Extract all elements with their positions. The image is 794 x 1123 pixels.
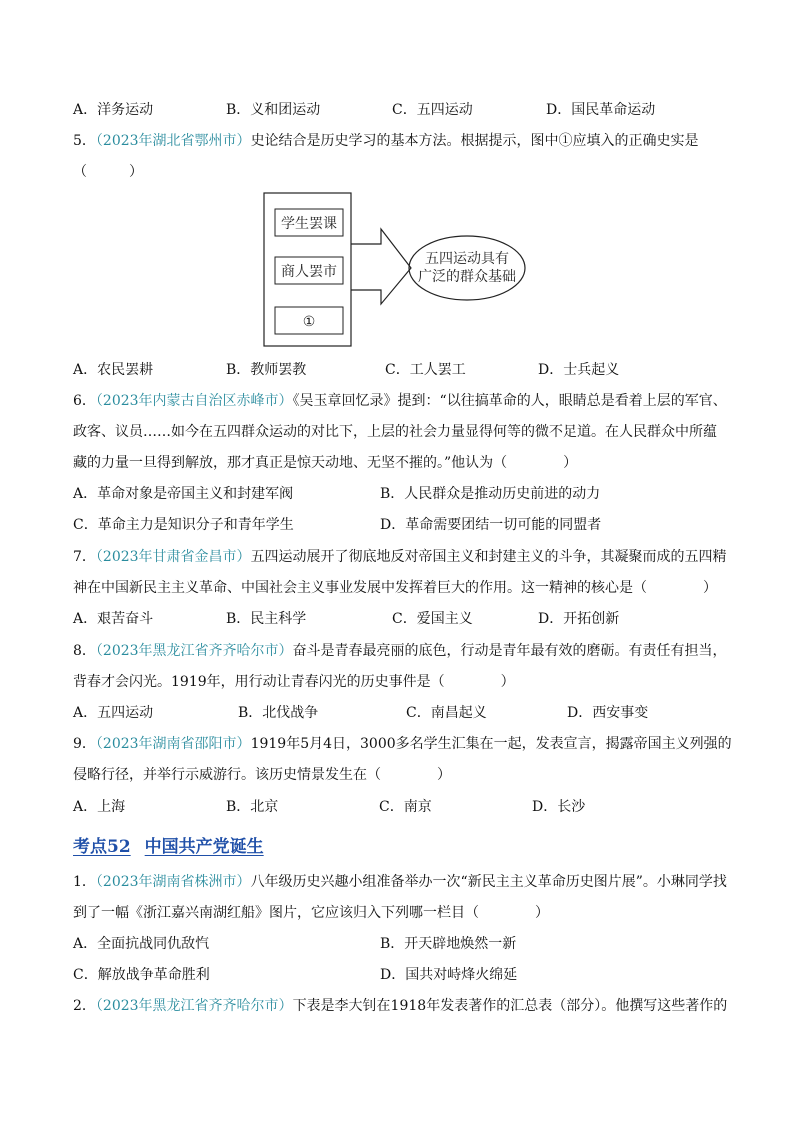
q8-line1: [73, 641, 727, 661]
q5-stem: [73, 131, 699, 151]
q6-option-b[interactable]: B．人民群众是推动历史前进的动力: [380, 486, 601, 502]
q7-option-a[interactable]: A．艰苦奋斗: [73, 611, 154, 627]
s1-option-d[interactable]: D．国共对峙烽火绵延: [380, 967, 518, 983]
diagram-conclusion-ellipse: [409, 236, 525, 300]
diagram-box-blank-label: ①: [302, 314, 316, 330]
q9-line2: 侵略行径，并举行示威游行。该历史情景发生在（ ）: [73, 767, 451, 783]
q8-source: （2023年黑龙江省齐齐哈尔市）: [95, 643, 293, 659]
q4-option-a[interactable]: A．洋务运动: [73, 102, 154, 118]
s2-number: 2．: [73, 998, 96, 1014]
s2-line1-text: 下表是李大钊在1918年发表著作的汇总表（部分）。他撰写这些著作的: [292, 998, 728, 1014]
q8-option-d[interactable]: D．西安事变: [567, 705, 649, 721]
diagram-box-students-label: 学生罢课: [281, 216, 337, 232]
diagram-box-merchants-label: 商人罢市: [281, 264, 337, 280]
q4-option-b[interactable]: B．义和团运动: [226, 102, 321, 118]
q5-option-b[interactable]: B．教师罢教: [226, 362, 307, 378]
q5-stem-text: 史论结合是历史学习的基本方法。根据提示，图中①应填入的正确史实是: [250, 133, 699, 149]
s1-line1-text: 八年级历史兴趣小组准备举办一次“新民主主义革命历史图片展”。小琳同学找: [250, 874, 727, 890]
section-label: 考点52: [73, 837, 131, 857]
q9-line1-text: 1919年5月4日，3000多名学生汇集在一起，发表宣言，揭露帝国主义列强的: [250, 736, 732, 752]
q7-option-c[interactable]: C．爱国主义: [392, 611, 473, 627]
q7-option-d[interactable]: D．开拓创新: [538, 611, 620, 627]
q9-option-c[interactable]: C．南京: [379, 799, 432, 815]
q6-line1-text: 《吴玉章回忆录》提到：“以往搞革命的人，眼睛总是看着上层的军官、: [292, 393, 727, 409]
s2-line1: [73, 996, 727, 1016]
s1-number: 1．: [73, 874, 96, 890]
q8-option-a[interactable]: A．五四运动: [73, 705, 154, 721]
q5-source: （2023年湖北省鄂州市）: [95, 133, 251, 149]
q6-line1: [73, 391, 727, 411]
q9-line1: [73, 734, 732, 754]
q6-option-d[interactable]: D．革命需要团结一切可能的同盟者: [380, 517, 602, 533]
s1-line2: 到了一幅《浙江嘉兴南湖红船》图片，它应该归入下列哪一栏目（ ）: [73, 905, 549, 921]
q8-option-c[interactable]: C．南昌起义: [406, 705, 487, 721]
q9-option-d[interactable]: D．长沙: [532, 799, 586, 815]
s1-source: （2023年湖南省株洲市）: [95, 874, 251, 890]
q6-line2: 政客、议员……如今在五四群众运动的对比下，上层的社会力量显得何等的微不足道。在人民群众中所蕴: [73, 424, 717, 440]
q6-option-c[interactable]: C．革命主力是知识分子和青年学生: [73, 517, 294, 533]
q7-line1-text: 五四运动展开了彻底地反对帝国主义和封建主义的斗争，其凝聚而成的五四精: [250, 549, 727, 565]
s1-option-b[interactable]: B．开天辟地焕然一新: [380, 936, 517, 952]
q8-line2: 背春才会闪光。1919年，用行动让青春闪光的历史事件是（ ）: [73, 674, 515, 690]
q6-line3: 藏的力量一旦得到解放，那才真正是惊天动地、无坚不摧的。”他认为（ ）: [73, 455, 578, 471]
q5-number: 5．: [73, 133, 96, 149]
q5-option-a[interactable]: A．农民罢耕: [73, 362, 154, 378]
s2-source: （2023年黑龙江省齐齐哈尔市）: [95, 998, 293, 1014]
s1-option-c[interactable]: C．解放战争革命胜利: [73, 967, 210, 983]
q7-source: （2023年甘肃省金昌市）: [95, 549, 251, 565]
q6-number: 6．: [73, 393, 96, 409]
q7-option-b[interactable]: B．民主科学: [226, 611, 307, 627]
q4-option-d[interactable]: D．国民革命运动: [546, 102, 656, 118]
q9-source: （2023年湖南省邵阳市）: [95, 736, 251, 752]
s1-option-a[interactable]: A．全面抗战同仇敌忾: [73, 936, 210, 952]
q9-option-a[interactable]: A．上海: [73, 799, 126, 815]
q4-option-c[interactable]: C．五四运动: [392, 102, 473, 118]
q5-blank: （ ）: [73, 164, 143, 180]
diagram-arrow: [351, 229, 411, 304]
q7-line1: [73, 547, 727, 567]
q8-number: 8．: [73, 643, 96, 659]
q5-option-c[interactable]: C．工人罢工: [385, 362, 466, 378]
q9-number: 9．: [73, 736, 96, 752]
q7-number: 7．: [73, 549, 96, 565]
diagram-conclusion-line1: 五四运动具有: [425, 251, 509, 267]
q7-line2: 神在中国新民主主义革命、中国社会主义事业发展中发挥着巨大的作用。这一精神的核心是（ ）: [73, 580, 717, 596]
section-title: 中国共产党诞生: [144, 837, 264, 857]
q9-option-b[interactable]: B．北京: [226, 799, 279, 815]
s1-line1: [73, 872, 727, 892]
q6-source: （2023年内蒙古自治区赤峰市）: [95, 393, 293, 409]
q5-diagram: [263, 192, 543, 352]
q8-line1-text: 奋斗是青春最亮丽的底色，行动是青年最有效的磨砺。有责任有担当，: [292, 643, 727, 659]
section-heading: [73, 832, 264, 857]
diagram-conclusion-line2: 广泛的群众基础: [418, 269, 516, 285]
q6-option-a[interactable]: A．革命对象是帝国主义和封建军阀: [73, 486, 294, 502]
q8-option-b[interactable]: B．北伐战争: [238, 705, 319, 721]
q5-option-d[interactable]: D．士兵起义: [538, 362, 620, 378]
